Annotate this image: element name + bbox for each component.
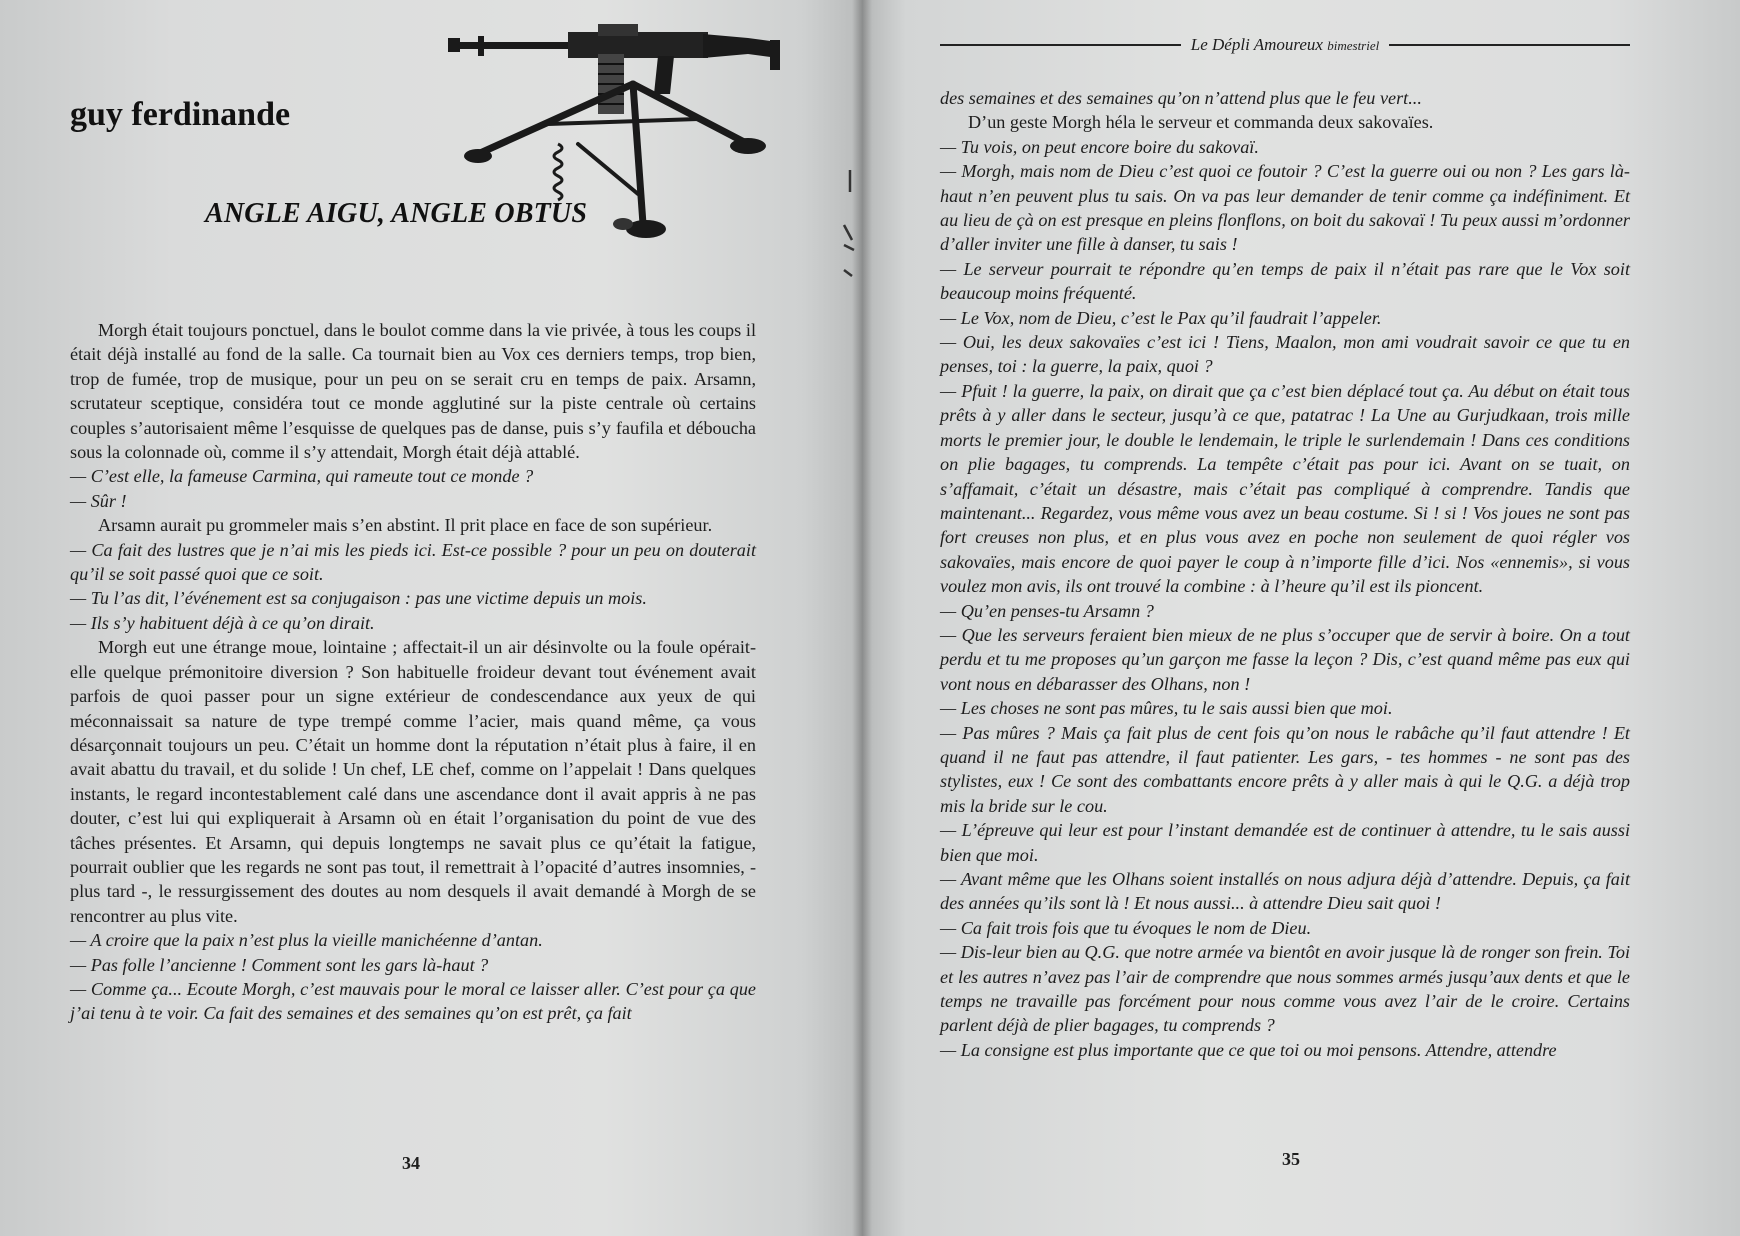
left-body-text <box>70 318 756 1026</box>
right-body-text <box>940 86 1630 1062</box>
running-head-text <box>1181 35 1389 55</box>
dialogue-line: des semaines et des semaines qu’on n’attend plus que le feu vert... <box>940 88 1422 108</box>
dialogue-line: — Pfuit ! la guerre, la paix, on dirait que ça c’est bien déplacé tout ça. Au début on était tous prêts à y aller dans le secteur, jusqu’à ce que, patatrac ! La Une au Gurjudkaan, trois mille morts le premier jour, le double le lendemain, le triple le surlendemain ! Dans ces conditions on plie bagages, tu comprends. La tempête c’était pas pour ici. Avant on se tuait, on s’affamait, c’était un désastre, mais c’était pas compliqué à comprendre. Tandis que maintenant... Regardez, vous même vous avez un beau costume. Si ! si ! Vos joues ne sont pas fort creuses non plus, et en plus vous avez en poche non seulement de quoi régler vos sakovaïes, mais encore de quoi payer le coup à n’importe fille d’ici. Nos «ennemis», si vous voulez mon avis, ils ont trouvé la combine : à l’heure qu’il est ils pioncent. <box>940 380 1630 597</box>
dialogue-line: — Ils s’y habituent déjà à ce qu’on dirait. <box>70 612 375 633</box>
dialogue-line: — Les choses ne sont pas mûres, tu le sais aussi bien que moi. <box>940 698 1393 719</box>
dialogue-line: — L’épreuve qui leur est pour l’instant demandée est de continuer à attendre, tu le sais aussi bien que moi. <box>940 820 1630 865</box>
dialogue-line: — Pas mûres ? Mais ça fait plus de cent fois qu’on nous le rabâche qu’il faut attendre ! Et quand il ne faut pas attendre, il faut patienter. Les gars, - tes hommes - ne sont pas des stylistes, eux ! Ce sont des combattants encore prêts à y aller mais à qui le Q.G. a déjà trop mis la bride sur le cou. <box>940 722 1630 816</box>
dialogue-line: — Dis-leur bien au Q.G. que notre armée va bientôt en avoir jusque là de ronger son frein. Toi et les autres n’avez pas l’air de comprendre que nous sommes armés jusqu’aux dents et que le temps ne travaille pas forcément pour nous comme vous avez l’air de le croire. Certains parlent déjà de plier bagages, tu comprends ? <box>940 942 1630 1036</box>
dialogue-line: — C’est elle, la fameuse Carmina, qui rameute tout ce monde ? <box>70 466 534 487</box>
dialogue-line: — Tu l’as dit, l’événement est sa conjugaison : pas une victime depuis un mois. <box>70 588 647 609</box>
spine-shadow <box>852 0 872 1236</box>
author-name: guy ferdinande <box>70 96 291 133</box>
paragraph: D’un geste Morgh héla le serveur et commanda deux sakovaïes. <box>968 112 1434 133</box>
dialogue-line: — La consigne est plus importante que ce que toi ou moi pensons. Attendre, attendre <box>940 1039 1557 1060</box>
dialogue-line: — Pas folle l’ancienne ! Comment sont les gars là-haut ? <box>70 954 489 975</box>
dialogue-line: — Avant même que les Olhans soient installés on nous adjura déjà d’attendre. Depuis, ça fait des années qu’ils sont là ! Et nous aussi... à attendre Dieu sait quoi ! <box>940 869 1630 914</box>
running-head-rule-left <box>940 44 1181 46</box>
dialogue-line: — Morgh, mais nom de Dieu c’est quoi ce foutoir ? C’est la guerre oui ou non ? Les gars là-haut n’en peuvent plus tu sais. On va pas leur demander de tenir comme ça indéfiniment. Et au lieu de çà on est presque en pleins flonflons, on boit du sakovaï ! Tu peux aussi m’ordonner d’aller inviter une fille à danser, tu sais ! <box>940 161 1630 255</box>
dialogue-line: — Que les serveurs feraient bien mieux de ne plus s’occuper que de servir à boire. On a tout perdu et tu me proposes qu’un garçon me fasse la leçon ? Dis, c’est quand même pas eux qui vont nous en débarasser des Olhans, non ! <box>940 624 1630 694</box>
dialogue-line: — Oui, les deux sakovaïes c’est ici ! Tiens, Maalon, mon ami voudrait savoir ce que tu en penses, toi : la guerre, la paix, quoi ? <box>940 332 1630 377</box>
dialogue-line: — Sûr ! <box>70 490 127 511</box>
page-number-right: 35 <box>1282 1149 1300 1169</box>
dialogue-line: — Ca fait des lustres que je n’ai mis les pieds ici. Est-ce possible ? pour un peu on douterait qu’il se soit passé quoi que ce soit. <box>70 539 756 585</box>
running-head-rule-right <box>1389 44 1630 46</box>
dialogue-line: — Ca fait trois fois que tu évoques le nom de Dieu. <box>940 917 1312 938</box>
magazine-name: Le Dépli Amoureux <box>1190 35 1323 54</box>
dialogue-line: — Comme ça... Ecoute Morgh, c’est mauvais pour le moral ce laisser aller. C’est pour ça que j’ai tenu à te voir. Ca fait des semaines et des semaines qu’on est prêt, ça fait <box>70 978 756 1024</box>
magazine-frequency: bimestriel <box>1327 38 1380 53</box>
paragraph: Arsamn aurait pu grommeler mais s’en abstint. Il prit place en face de son supérieur. <box>98 515 713 536</box>
left-page <box>0 0 862 1236</box>
dialogue-line: — A croire que la paix n’est plus la vieille manichéenne d’antan. <box>70 930 543 951</box>
dialogue-line: — Le serveur pourrait te répondre qu’en temps de paix il n’était pas rare que le Vox soit beaucoup moins fréquenté. <box>940 258 1630 304</box>
dialogue-line: — Tu vois, on peut encore boire du sakovaï. <box>940 136 1259 157</box>
story-title: ANGLE AIGU, ANGLE OBTUS <box>205 198 588 229</box>
dialogue-line: — Le Vox, nom de Dieu, c’est le Pax qu’il faudrait l’appeler. <box>940 307 1382 328</box>
dialogue-line: — Qu’en penses-tu Arsamn ? <box>940 600 1154 621</box>
running-head <box>940 30 1630 60</box>
paragraph: Morgh eut une étrange moue, lointaine ; affectait-il un air désinvolte ou la foule opérait-elle quelque prémonitoire diversion ? Son habituelle froideur devant tout événement avait parfois de quoi passer pour un signe extérieur de condescendance aux yeux de qui méconnaissait sa nature de type trempé comme l’acier, mais quand même, ça vous désarçonnait toujours un peu. C’était un homme dont la réputation n’était plus à faire, il en avait abattu du travail, et du solide ! Un chef, LE chef, comme on l’appelait ! Dans quelques instants, le regard incontestablement calé dans une ascendance dont il avait appris à ne pas douter, c’est lui qui expliquerait à Arsamn où en était l’organisation du point de vue des tâches présentes. Et Arsamn, qui depuis longtemps ne savait plus ce qu’était la fatigue, pourrait oublier que les regards ne sont pas tout, il remettrait à l’opacité d’autres insomnies, - plus tard -, le ressurgissement des doutes au nom desquels il avait demandé à Morgh de se rencontrer au plus vite. <box>70 637 756 926</box>
paragraph: Morgh était toujours ponctuel, dans le boulot comme dans la vie privée, à tous les coups il était déjà installé au fond de la salle. Ca tournait bien au Vox ces derniers temps, trop bien, trop de fumée, trop de musique, pour un peu on se serait cru en temps de paix. Arsamn, scrutateur sceptique, considéra tout ce monde agglutiné sur la piste centrale où certains couples s’autorisaient même l’esquisse de quelques pas de danse, puis s’y faufila et déboucha sous la colonnade où, comme il s’y attendait, Morgh était déjà attablé. <box>70 320 756 463</box>
page-number-left: 34 <box>402 1153 420 1173</box>
